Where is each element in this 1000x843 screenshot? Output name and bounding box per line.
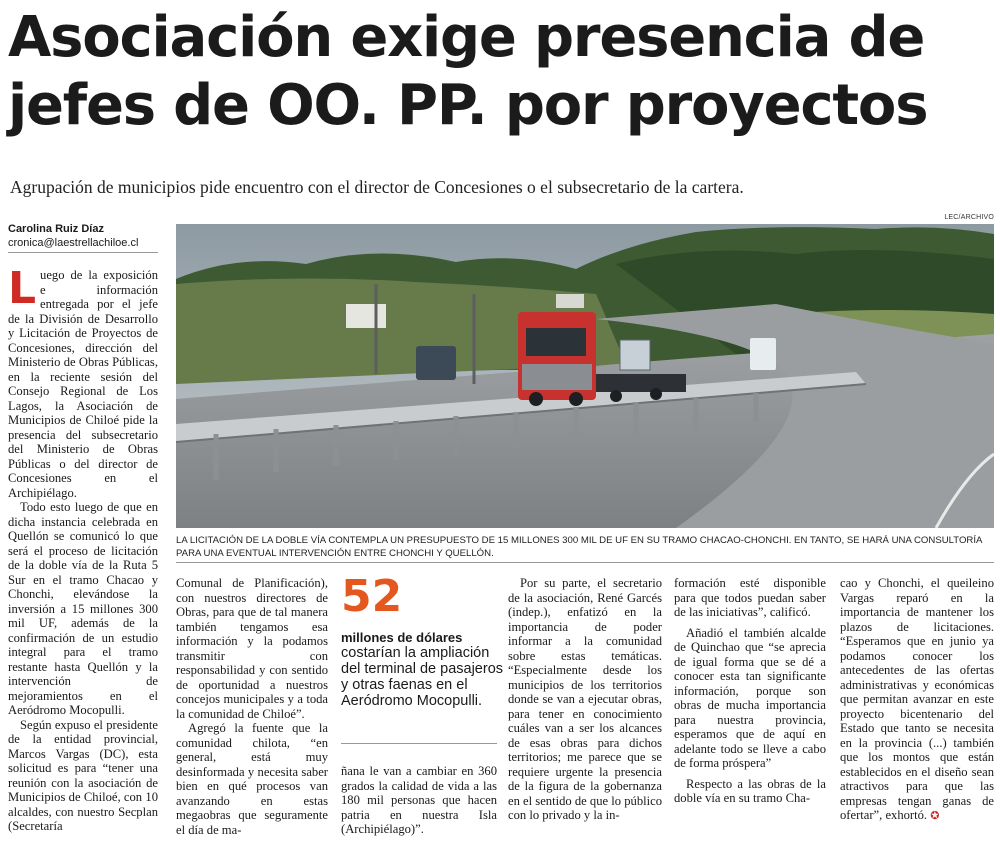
article-column-4 [508, 576, 662, 823]
article-paragraph: ñana le van a cambiar en 360 grados la calidad de vida a las 180 mil personas que hacen patria en nuestra Isla (Archipiélago)”. [341, 764, 497, 836]
article-column-6 [840, 576, 994, 824]
byline-divider [8, 252, 158, 253]
article-paragraph: Todo esto luego de que en dicha instancia celebrada en Quellón se comunicó lo que será el proceso de licitación de la doble vía de la Ruta 5 Sur en el tramo Chacao y Chonchi, elevándose la inversión a 15 millones 300 mil UF, además de la confirmación de un estudio integral para el tramo restante hasta Quellón y la intervención de mejoramientos en el Aeródromo Mocopulli. [8, 500, 158, 717]
end-mark-icon: ✪ [930, 810, 940, 822]
byline [8, 222, 138, 250]
photo-credit: LEC/ARCHIVO [944, 214, 994, 221]
article-paragraph: Agregó la fuente que la comunidad chilota, “en general, está muy desinformada y necesita saber bien en qué procesos van avanzando en estas megaobras que seguramente el día de ma- [176, 721, 328, 837]
article-paragraph: Según expuso el presidente de la entidad provincial, Marcos Vargas (DC), esta solicitud es para “tener una reunión con la asociación de Municipios de Chiloé, con 10 alcaldes, con nuestro Secplan (Secretaría [8, 717, 158, 833]
drop-cap: L [8, 263, 37, 314]
article-paragraph [840, 576, 994, 824]
article-column-2 [176, 576, 328, 837]
fact-description: costarían la ampliación del terminal de pasajeros y otras faenas en el Aeródromo Mocopulli. [341, 645, 504, 709]
author-name: Carolina Ruiz Díaz [8, 223, 104, 235]
article-paragraph [8, 263, 158, 500]
headline-line-2: jefes de OO. PP. por proyectos [8, 73, 928, 138]
paragraph-text: uego de la exposición e información entregada por el jefe de la División de Desarrollo y Licitación de Proyectos de Concesiones, dirección del Ministerio de Obras Públicas, en la reciente sesión del Consejo Regional de Los Lagos, la Asociación de Municipios de Chiloé pide la presencia del subsecretario del Ministerio de Obras Públicas o del director de Concesiones en el Archipiélago. [8, 268, 158, 500]
fact-box-divider [341, 743, 497, 744]
author-email[interactable]: cronica@laestrellachiloe.cl [8, 237, 139, 249]
photo-caption: LA LICITACIÓN DE LA DOBLE VÍA CONTEMPLA UN PRESUPUESTO DE 15 MILLONES 300 MIL DE UF EN SU TRAMO CHACAO-CHONCHI. EN TANTO, SE HARÁ UNA CONSULTORÍA PARA UNA EVENTUAL INTERVENCIÓN ENTRE CHONCHI Y QUELLÓN. [176, 535, 982, 559]
article-paragraph: Por su parte, el secretario de la asociación, René Garcés (indep.), enfatizó en la importancia de poder informar a la comunidad sobre estas temáticas. “Especialmente desde los municipios de los territorios donde se van a ejecutar obras, para tener en conocimiento cuáles van a ser los alcances de esas obras para dichos territorios; me parece que se requiere urgente la presencia de la figura de la gobernanza en el sentido de que lo público con lo privado y la in- [508, 576, 662, 822]
fact-unit: millones de dólares [341, 630, 463, 645]
fact-box [341, 572, 503, 709]
article-paragraph: Añadió el también alcalde de Quinchao que “se aprecia de igual forma que se dé a conocer esta tan significante información, porque son obras de mucha importancia para nuestra provincia, esperamos que de aquí en adelante todo se lleve a cabo de forma próspera” [674, 625, 826, 770]
article-column-1 [8, 263, 158, 834]
fact-number: 52 [341, 571, 403, 622]
article-column-5 [674, 576, 826, 806]
subheadline: Agrupación de municipios pide encuentro con el director de Concesiones o el subsecretario de la cartera. [10, 177, 744, 197]
highway-photo [176, 224, 994, 528]
paragraph-text: cao y Chonchi, el queileino Vargas reparó en la importancia de mantener los plazos de licitaciones. “Esperamos que en junio ya podamos conocer los antecedentes de las ofertas administrativas y económicas que permitan avanzar en este proyecto bicentenario del Estado que tanto se necesita en la provincia (...) también que los montos que están establecidos en el diseño sean atractivos para que las empresas tengan ganas de ofertar”, exhortó. [840, 576, 994, 822]
article-paragraph: Comunal de Planificación), con nuestros directores de Obras, para que de tal manera también tengamos esa información y la podamos transmitir con responsabilidad y con sentido de oportunidad a nuestros concejos municipales y a toda la comunidad de Chiloé”. [176, 576, 328, 721]
article-column-3 [341, 764, 497, 837]
headline [8, 4, 993, 140]
article-paragraph: formación esté disponible para que todos puedan saber de las iniciativas”, calificó. [674, 576, 826, 619]
article-paragraph: Respecto a las obras de la doble vía en su tramo Cha- [674, 776, 826, 805]
headline-line-1: Asociación exige presencia de [8, 5, 925, 70]
caption-divider [176, 562, 994, 563]
